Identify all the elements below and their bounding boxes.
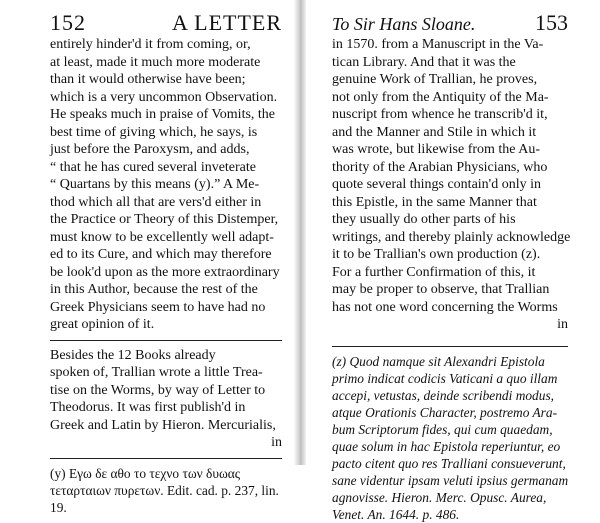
text-line: spoken of, Trallian wrote a little Trea-	[50, 365, 263, 380]
text-line: must know to be excellently well adapt-	[50, 229, 274, 245]
left-page	[50, 10, 282, 515]
text-line: not only from the Antiquity of the Ma-	[332, 89, 549, 105]
footnote-line: 19.	[50, 499, 67, 515]
right-footnote	[332, 353, 568, 523]
text-line: ed to its Cure, and which may therefore	[50, 247, 272, 262]
text-line: was wrote, but likewise from the Au-	[332, 142, 541, 157]
text-line: and the Manner and Stile in which it	[332, 124, 537, 140]
text-line: Greek and Latin by Hieron. Mercurialis,	[50, 417, 276, 433]
footnote-line: Venet. An. 1644. p. 486.	[332, 507, 460, 522]
text-line: Theodorus. It was first publish'd in	[50, 400, 246, 415]
text-line: “ Quartans by this means (y).” A Me-	[50, 177, 260, 192]
text-line: be look'd upon as the more extraordinary	[50, 264, 280, 280]
footnote-line: τεταρταιων πυρετων. Edit. cad. p. 237, lin.	[50, 482, 279, 498]
text-line: tican Library. And that it was the	[332, 54, 516, 70]
left-paragraph-2	[50, 347, 282, 452]
left-page-number: 152	[50, 10, 86, 35]
text-line: Greek Physicians seem to have had no	[50, 299, 266, 315]
text-line: great opinion of it.	[50, 317, 155, 332]
text-line: best time of giving which, he says, is	[50, 124, 258, 140]
footnote-line: quae solum in hac Epistola reperiuntur, eo	[332, 439, 561, 454]
left-running-title: A LETTER	[171, 10, 282, 35]
footnote-line: primo indicat codicis Vaticani a quo illam	[332, 371, 558, 386]
text-line: For a further Confirmation of this, it	[332, 264, 536, 280]
text-line: it to be Trallian's own production (z).	[332, 247, 541, 262]
text-line: in	[557, 317, 568, 332]
footnote-line: accepi, vetustas, deinde scribendi modus,	[332, 388, 555, 403]
right-page	[332, 10, 571, 522]
section-rule	[50, 340, 282, 341]
text-line: “ that he has cured several inveterate	[50, 159, 257, 175]
right-running-head	[332, 10, 568, 35]
text-line: the Practice or Theory of this Distemper,	[50, 212, 279, 227]
text-line: thod which all that are vers'd either in	[50, 194, 262, 210]
text-line: tise on the Worms, by way of Letter to	[50, 382, 266, 398]
right-page-number: 153	[535, 10, 568, 35]
text-line: which is a very uncommon Observation.	[50, 89, 278, 105]
text-line: has not one word concerning the Worms	[332, 299, 558, 315]
text-line: this Epistle, in the same Manner that	[332, 194, 537, 210]
text-line: in 1570. from a Manuscript in the Va-	[332, 37, 544, 52]
text-line: than it would otherwise have been;	[50, 72, 246, 87]
text-line: Besides the 12 Books already	[50, 347, 216, 363]
footnote-rule	[50, 458, 282, 459]
footnote-line: (z) Quod namque sit Alexandri Epistola	[332, 354, 545, 369]
text-line: thority of the Arabian Physicians, who	[332, 159, 548, 175]
text-line: in this Author, because the rest of the	[50, 282, 258, 297]
text-line: may be proper to observe, that Trallian	[332, 282, 550, 297]
left-running-head	[50, 10, 282, 35]
footnote-rule	[332, 346, 568, 348]
footnote-line: pacto citent quo res Tralliani consueverunt,	[332, 456, 566, 471]
text-line: entirely hinder'd it from coming, or,	[50, 37, 251, 52]
text-line: just before the Paroxysm, and adds,	[50, 142, 250, 157]
text-line: at least, made it much more moderate	[50, 54, 261, 70]
footnote-line: (y) Εγω δε αθο το τεχνο των δυωας	[50, 465, 241, 481]
text-line: in	[271, 435, 282, 450]
text-line: they usually do other parts of his	[332, 212, 516, 227]
right-paragraph-1	[332, 36, 571, 334]
footnote-line: sane videntur ipsam veluti ipsius germanam	[332, 473, 569, 488]
right-running-title: To Sir Hans Sloane.	[332, 14, 476, 34]
text-line: He speaks much in praise of Vomits, the	[50, 107, 276, 122]
text-line: quote several things contain'd only in	[332, 177, 541, 192]
text-line: nuscript from whence he transcrib'd it,	[332, 107, 548, 122]
footnote-line: agnovisse. Hieron. Merc. Opusc. Aurea,	[332, 490, 547, 505]
footnote-line: atque Orationis Character, postremo Ara-	[332, 405, 558, 420]
left-footnote	[50, 465, 282, 516]
left-paragraph-1	[50, 36, 282, 334]
text-line: genuine Work of Trallian, he proves,	[332, 72, 538, 87]
book-gutter	[294, 0, 306, 465]
footnote-line: bum Scriptorum fides, qui cum quaedam,	[332, 422, 553, 437]
text-line: writings, and thereby plainly acknowledge	[332, 229, 571, 245]
